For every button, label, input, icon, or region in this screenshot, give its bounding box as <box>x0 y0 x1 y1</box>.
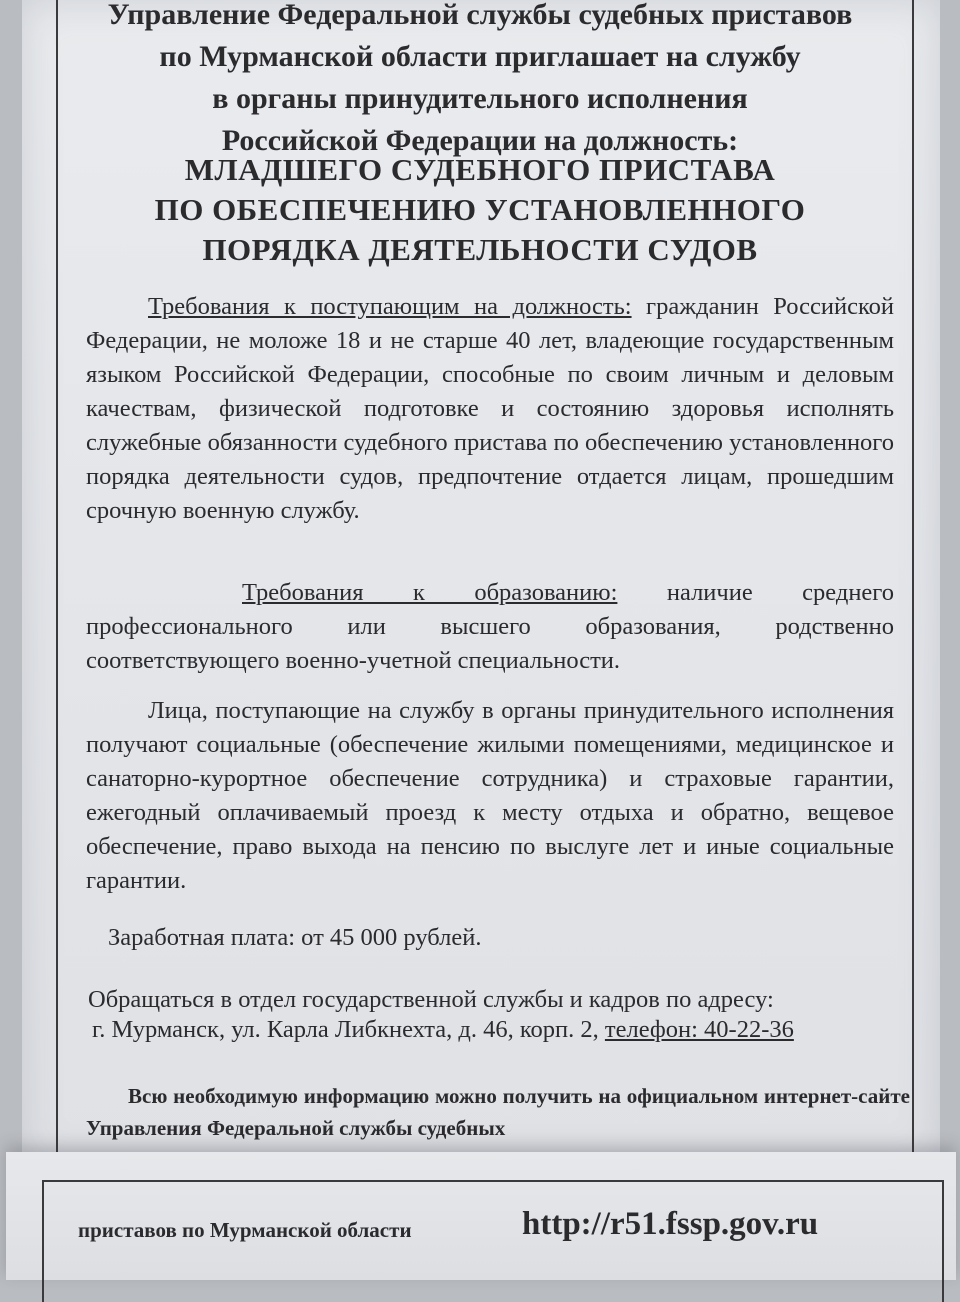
header-line: по Мурманской области приглашает на службу <box>159 40 801 73</box>
education-text: наличие среднего профессионального или высшего образования, родственно соответствующего военно-учетной специальности. <box>86 579 894 674</box>
education-label: Требования к образованию: <box>242 579 618 606</box>
contact-address <box>92 1016 794 1044</box>
address-text: г. Мурманск, ул. Карла Либкнехта, д. 46, корп. 2, <box>92 1016 605 1043</box>
position-title <box>60 150 900 270</box>
requirements-text: гражданин Российской Федерации, не моложе 18 и не старше 40 лет, владеющие государственным языком Российской Федерации, способные по своим личным и деловым качествам, физической подготовке и состоянию здоровья исполнять служебные обязанности судебного пристава по обеспечению установленного порядка деятельности судов, предпочтение отдается лицам, прошедшим срочную военную службу. <box>86 293 895 524</box>
title-line: ПО ОБЕСПЕЧЕНИЮ УСТАНОВЛЕННОГО <box>154 192 806 227</box>
header-line: Управление Федеральной службы судебных приставов <box>107 0 853 31</box>
header <box>60 0 900 162</box>
requirements-label: Требования к поступающим на должность: <box>148 293 632 320</box>
contact-line: Обращаться в отдел государственной службы и кадров по адресу: <box>88 986 774 1013</box>
guarantees-paragraph: Лица, поступающие на службу в органы принудительного исполнения получают социальные (обеспечение жилыми помещениями, медицинское и санаторно-курортное обеспечение сотрудника) и страховые гарантии, ежегодный оплачиваемый проезд к месту отдыха и обратно, вещевое обеспечение, право выхода на пенсию по выслуге лет и иные социальные гарантии. <box>86 697 894 894</box>
footer-text: Всю необходимую информацию можно получить на официальном интернет-сайте Управления Федеральной службы судебных <box>86 1084 910 1140</box>
salary-text: Заработная плата: от 45 000 рублей. <box>108 924 482 951</box>
website-url: http://r51.fssp.gov.ru <box>522 1206 819 1242</box>
header-line: Российской Федерации на должность: <box>221 124 739 157</box>
title-line: ПОРЯДКА ДЕЯТЕЛЬНОСТИ СУДОВ <box>202 232 758 267</box>
requirements-paragraph <box>86 290 894 528</box>
title-line: МЛАДШЕГО СУДЕБНОГО ПРИСТАВА <box>184 152 776 187</box>
education-paragraph <box>86 576 894 678</box>
phone-number: телефон: 40-22-36 <box>604 1016 794 1043</box>
footer-info <box>86 1080 910 1144</box>
header-line: в органы принудительного исполнения <box>212 82 748 115</box>
footer-continued: приставов по Мурманской области <box>78 1218 412 1242</box>
